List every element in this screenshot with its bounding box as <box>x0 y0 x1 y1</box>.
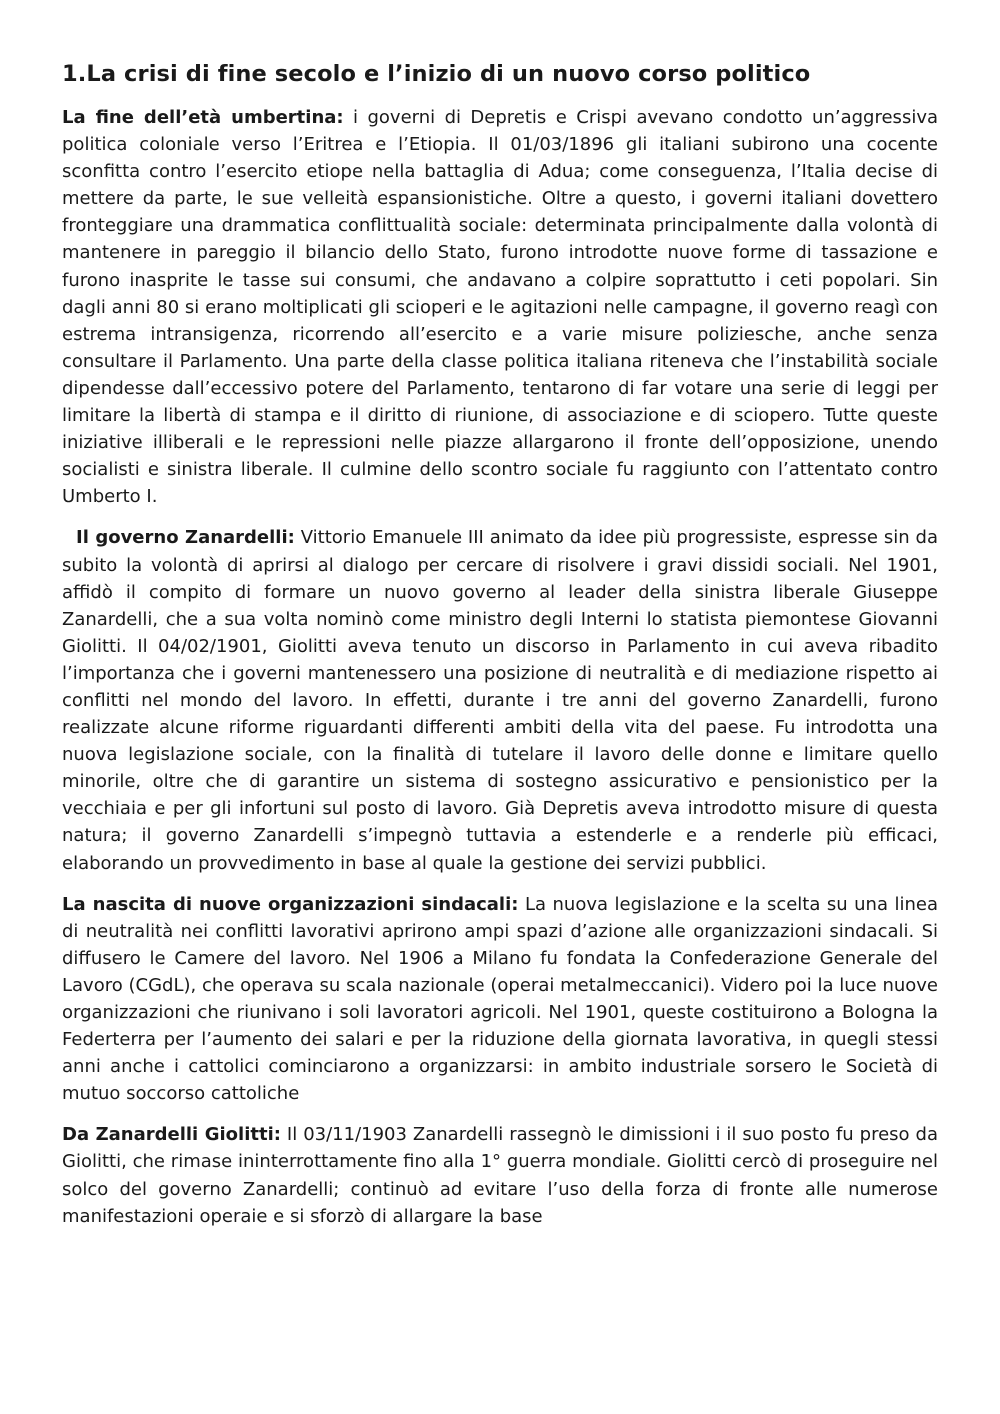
section-body: Vittorio Emanuele III animato da idee più progressiste, espresse sin da subito la volontà di aprirsi al dialogo per cercare di risolvere i gravi dissidi sociali. Nel 1901, affidò il compito di formare un nuovo governo al leader della sinistra liberale Giuseppe Zanardelli, che a sua volta nominò come ministro degli Interni lo statista piemontese Giovanni Giolitti. Il 04/02/1901, Giolitti aveva tenuto un discorso in Parlamento in cui aveva ribadito l’importanza che i governi mantenessero una posizione di neutralità e di mediazione rispetto ai conflitti nel mondo del lavoro. In effetti, durante i tre anni del governo Zanardelli, furono realizzate alcune riforme riguardanti differenti ambiti della vita del paese. Fu introdotta una nuova legislazione sociale, con la finalità di tutelare il lavoro delle donne e limitare quello minorile, oltre che di garantire un sistema di sostegno assicurativo e pensionistico per la vecchiaia e per gli infortuni sul posto di lavoro. Già Depretis aveva introdotto misure di questa natura; il governo Zanardelli s’impegnò tuttavia a estenderle e a renderle più efficaci, elaborando un provvedimento in base al quale la gestione dei servizi pubblici. <box>62 527 938 874</box>
section-organizzazioni-sindacali <box>62 891 938 1108</box>
section-fine-eta-umbertina <box>62 104 938 510</box>
section-heading: Il governo Zanardelli: <box>76 527 295 549</box>
section-body: La nuova legislazione e la scelta su una linea di neutralità nei conflitti lavorativi aprirono ampi spazi d’azione alle organizzazioni sindacali. Si diffusero le Camere del lavoro. Nel 1906 a Milano fu fondata la Confederazione Generale del Lavoro (CGdL), che operava su scala nazionale (operai metalmeccanici). Videro poi la luce nuove organizzazioni che riunivano i soli lavoratori agricoli. Nel 1901, queste costituirono a Bologna la Federterra per l’aumento dei salari e per la riduzione della giornata lavorativa, in quegli stessi anni anche i cattolici cominciarono a organizzarsi: in ambito industriale sorsero le Società di mutuo soccorso cattoliche <box>62 893 938 1105</box>
section-body: i governi di Depretis e Crispi avevano condotto un’aggressiva politica coloniale verso l’Eritrea e l’Etiopia. Il 01/03/1896 gli italiani subirono una cocente sconfitta contro l’esercito etiope nella battaglia di Adua; come conseguenza, l’Italia decise di mettere da parte, le sue velleità espansionistiche. Oltre a questo, i governi italiani dovettero fronteggiare una drammatica conflittualità sociale: determinata principalmente dalla volontà di mantenere in pareggio il bilancio dello Stato, furono introdotte nuove forme di tassazione e furono inasprite le tasse sui consumi, che andavano a colpire soprattutto i ceti popolari. Sin dagli anni 80 si erano moltiplicati gli scioperi e le agitazioni nelle campagne, il governo reagì con estrema intransigenza, ricorrendo all’esercito e a varie misure poliziesche, anche senza consultare il Parlamento. Una parte della classe politica italiana riteneva che l’instabilità sociale dipendesse dall’eccessivo potere del Parlamento, tentarono di far votare una serie di leggi per limitare la libertà di stampa e il diritto di riunione, di associazione e di sciopero. Tutte queste iniziative illiberali e le repressioni nelle piazze allargarono il fronte dell’opposizione, unendo socialisti e sinistra liberale. Il culmine dello scontro sociale fu raggiunto con l’attentato contro Umberto I. <box>62 107 938 508</box>
section-governo-zanardelli <box>62 524 938 876</box>
document-title: 1.La crisi di fine secolo e l’inizio di un nuovo corso politico <box>62 61 811 87</box>
section-da-zanardelli-giolitti <box>62 1121 938 1229</box>
section-heading: La fine dell’età umbertina: <box>62 107 344 128</box>
section-body: Il 03/11/1903 Zanardelli rassegnò le dimissioni i il suo posto fu preso da Giolitti, che rimase ininterrottamente fino alla 1° guerra mondiale. Giolitti cercò di proseguire nel solco del governo Zanardelli; continuò ad evitare l’uso della forza di fronte alle numerose manifestazioni operaie e si sforzò di allargare la base <box>62 1124 938 1227</box>
document-page <box>62 56 938 1244</box>
section-heading: La nascita di nuove organizzazioni sindacali: <box>62 893 519 915</box>
section-heading: Da Zanardelli Giolitti: <box>62 1124 281 1146</box>
